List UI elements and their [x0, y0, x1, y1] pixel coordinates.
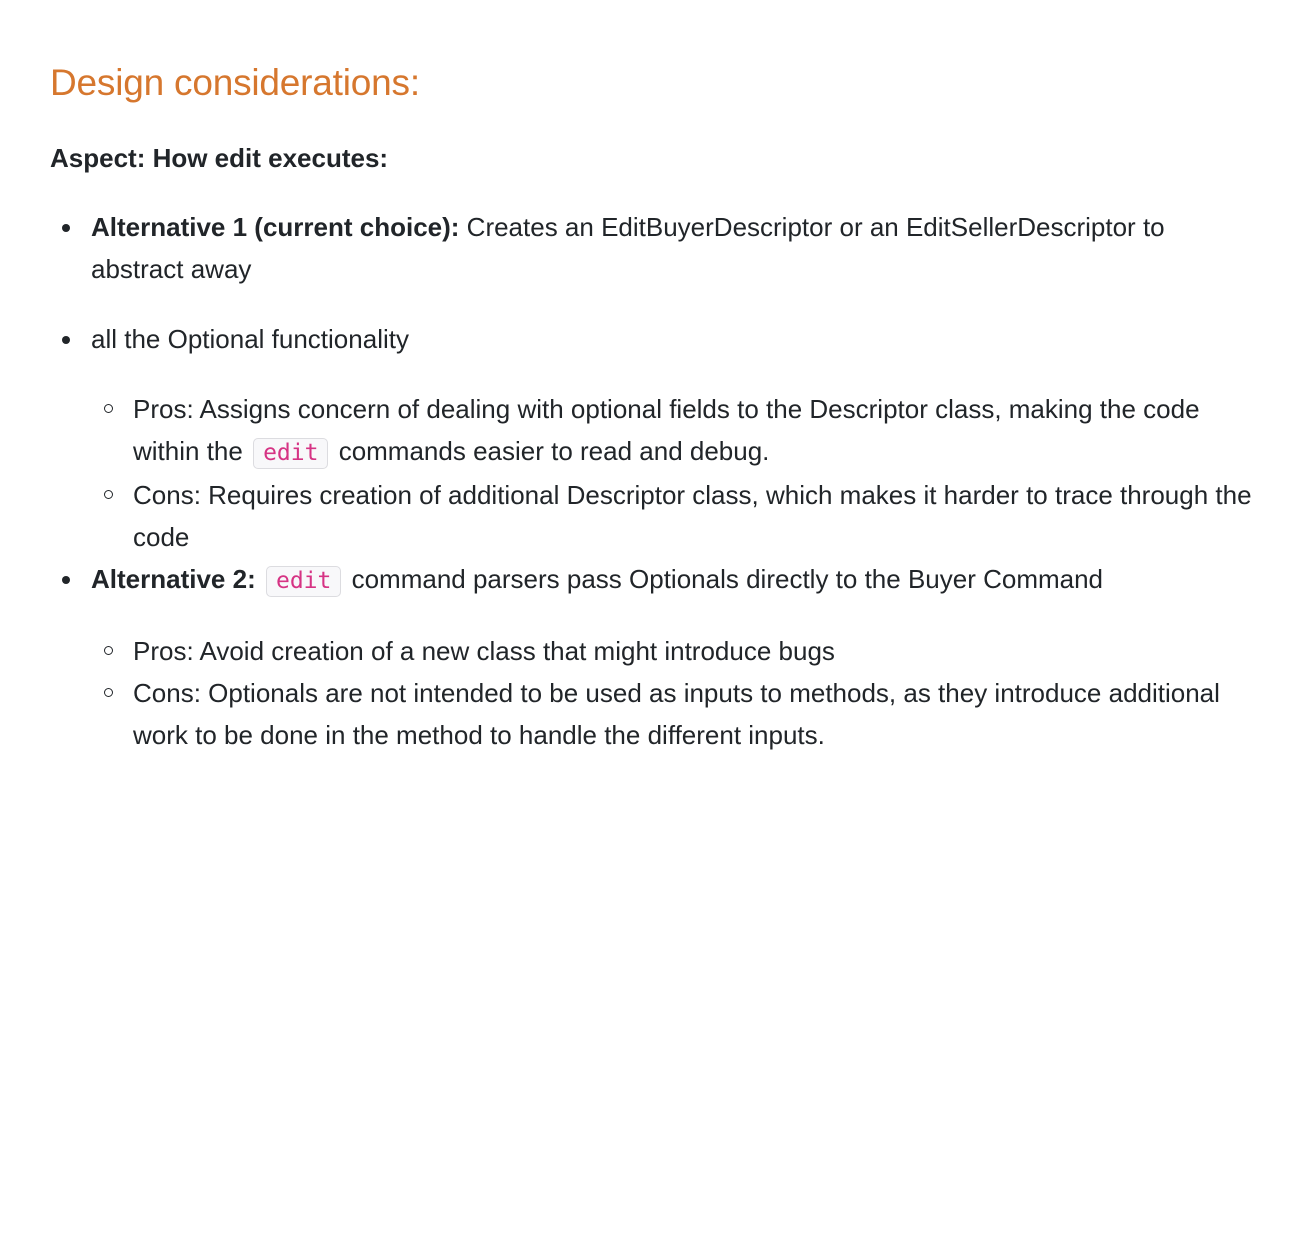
alternative-1-text: Creates an EditBuyerDescriptor or an EditSellerDescriptor to abstract away — [91, 212, 1165, 284]
aspect-heading: Aspect: How edit executes: — [50, 143, 389, 173]
list-item-alternative-1 — [91, 206, 1262, 290]
alternative-1-pros — [133, 388, 1262, 474]
alt1-pros-text-end: commands easier to read and debug. — [331, 436, 770, 466]
alternative-1-cons — [133, 474, 1262, 558]
edit-inline-code: edit — [253, 438, 328, 469]
alternative-2-sublist — [91, 630, 1262, 756]
edit-inline-code: edit — [266, 566, 341, 597]
alternative-1-sublist — [91, 388, 1262, 558]
alternative-2-text: command parsers pass Optionals directly to the Buyer Command — [344, 564, 1104, 594]
alt2-pros-text: Pros: Avoid creation of a new class that might introduce bugs — [133, 636, 835, 666]
optional-functionality-text: all the Optional functionality — [91, 324, 409, 354]
alternative-2-label: Alternative 2: — [91, 564, 256, 594]
alternative-1-label: Alternative 1 (current choice): — [91, 212, 460, 242]
list-item-alternative-2 — [91, 558, 1262, 756]
alternatives-list — [50, 206, 1262, 756]
alt1-pros-text-start: Pros: Assigns concern of dealing with optional fields to the Descriptor class, making the code within the — [133, 394, 1200, 466]
alt1-cons-text: Cons: Requires creation of additional Descriptor class, which makes it harder to trace through the code — [133, 480, 1252, 552]
list-item-optional-functionality — [91, 318, 1262, 558]
section-title: Design considerations: — [50, 62, 420, 103]
alternative-2-pros — [133, 630, 1262, 672]
alt2-cons-text: Cons: Optionals are not intended to be used as inputs to methods, as they introduce additional work to be done in the method to handle the different inputs. — [133, 678, 1220, 750]
alternative-2-cons — [133, 672, 1262, 756]
